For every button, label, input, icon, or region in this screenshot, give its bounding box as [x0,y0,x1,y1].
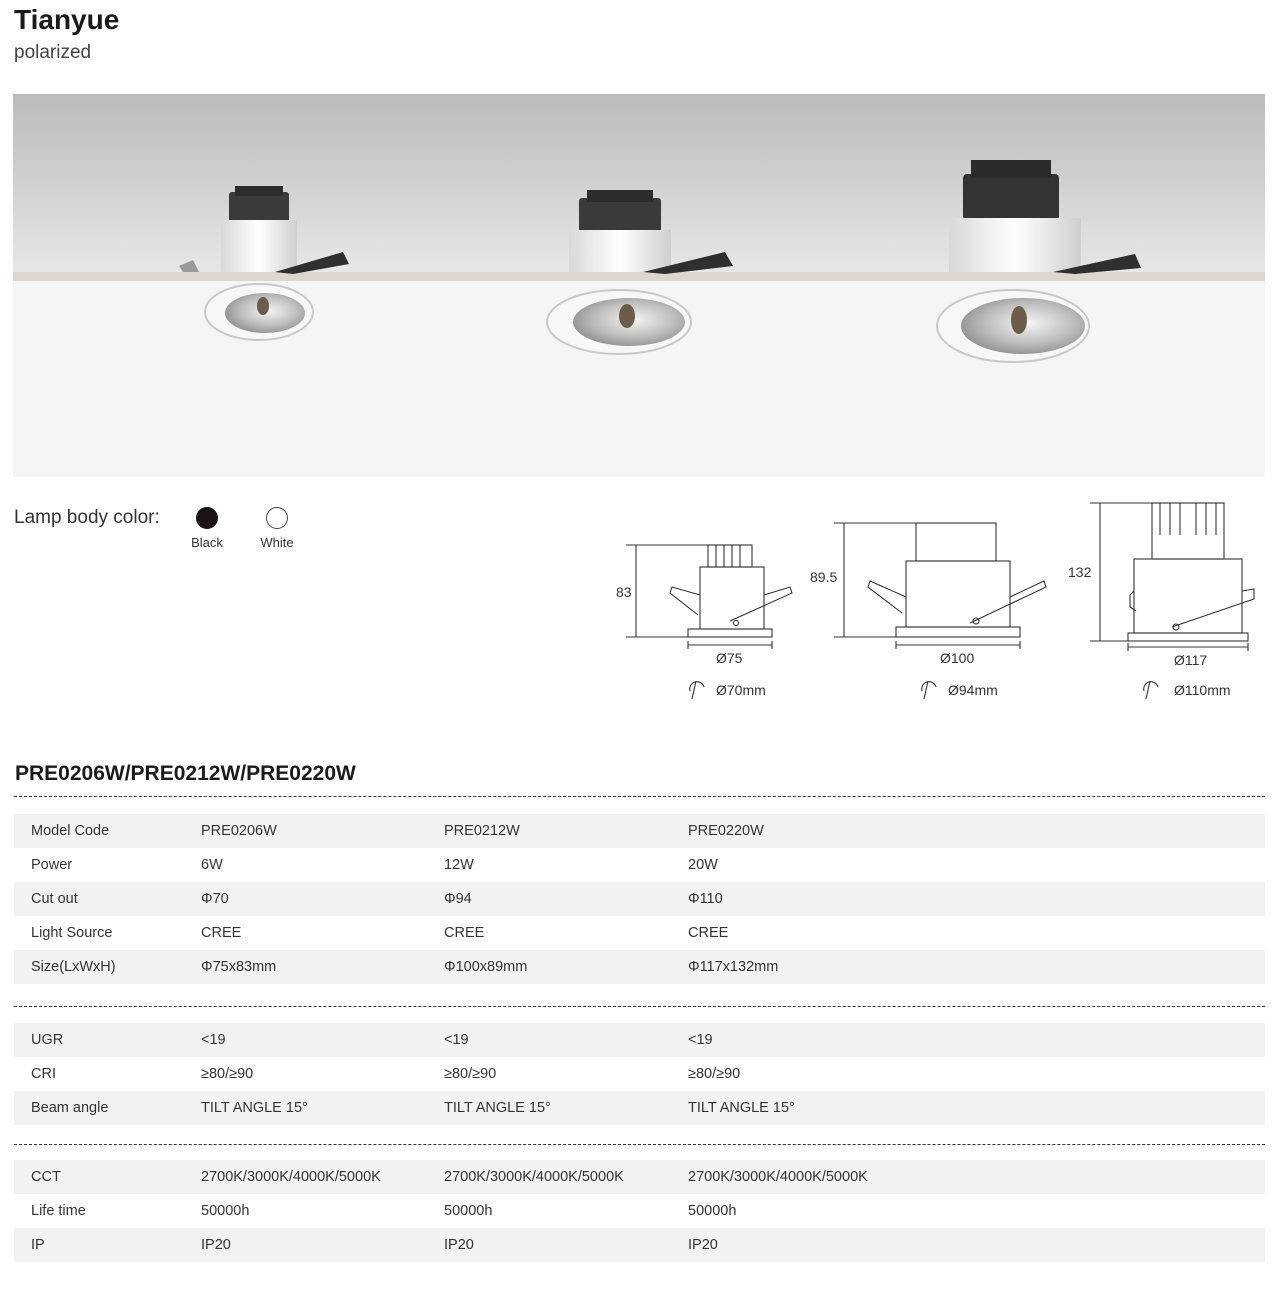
spec-value: 12W [444,857,474,873]
drawing-large-height: 132 [1068,564,1092,580]
color-swatch-black[interactable] [196,507,218,529]
drawing-medium-cutout: Ø94mm [948,682,998,698]
spec-label: CRI [31,1066,56,1082]
brand-title: Tianyue [14,4,120,35]
spec-value: <19 [444,1023,688,1057]
color-swatch-black-label: Black [191,535,223,550]
spec-value: CREE [688,925,729,941]
spec-table-general [14,814,1265,984]
spec-label: Life time [31,1203,86,1219]
spec-value: 50000h [201,1203,250,1219]
spec-value: IP20 [444,1228,688,1262]
spec-value: Φ94 [444,882,688,916]
spec-label: Model Code [14,814,201,848]
spec-value: Φ70 [201,882,444,916]
spec-label: IP [14,1228,201,1262]
table-row [14,1228,1265,1262]
spec-table-lifetime [14,1160,1265,1262]
product-subtitle: polarized [14,42,92,63]
spec-value: PRE0206W [201,814,444,848]
spec-label: Beam angle [14,1091,201,1125]
divider [14,796,1265,797]
spec-label: Size(LxWxH) [14,950,201,984]
table-row [14,1091,1265,1125]
spec-table-optical [14,1023,1265,1125]
spec-label: CCT [14,1160,201,1194]
dimension-drawing-small [626,545,792,699]
spec-value: TILT ANGLE 15° [201,1091,444,1125]
drawing-medium-height: 89.5 [810,569,838,585]
drawing-small-height: 83 [616,584,632,600]
drawing-large-diameter: Ø117 [1174,652,1208,668]
spec-value: 2700K/3000K/4000K/5000K [688,1160,1265,1194]
dimension-drawing-medium [834,523,1046,699]
dimension-drawings [600,495,1280,715]
spec-value: 6W [201,857,223,873]
spec-value: Φ110 [688,882,1265,916]
drawing-small-cutout: Ø70mm [716,682,766,698]
spec-value: CREE [201,925,242,941]
table-row [14,882,1265,916]
drawing-large-cutout: Ø110mm [1174,682,1231,698]
spec-label: Cut out [14,882,201,916]
spec-value: 20W [688,857,718,873]
table-row [14,916,1265,950]
lamp-body-color-label: Lamp body color: [14,507,160,528]
spec-value: ≥80/≥90 [201,1066,254,1082]
spec-value: 2700K/3000K/4000K/5000K [444,1160,688,1194]
divider [14,1144,1265,1145]
spec-value: 50000h [688,1203,737,1219]
dimension-drawing-large [1090,503,1254,699]
spec-value: CREE [444,925,485,941]
spec-value: TILT ANGLE 15° [444,1091,688,1125]
spec-value: 2700K/3000K/4000K/5000K [201,1160,444,1194]
drawing-small-diameter: Ø75 [716,650,743,666]
spec-value: TILT ANGLE 15° [688,1091,1265,1125]
spec-label: UGR [14,1023,201,1057]
spec-label: Light Source [31,925,113,941]
spec-label: Power [31,857,73,873]
product-hero-image [13,94,1265,477]
color-swatch-white[interactable] [266,507,288,529]
table-row [14,814,1265,848]
table-row [14,950,1265,984]
table-row [14,848,1265,882]
table-row [14,1160,1265,1194]
spec-value: IP20 [201,1228,444,1262]
spec-value: Φ117x132mm [688,950,1265,984]
spec-value: Φ100x89mm [444,950,688,984]
spec-value: PRE0212W [444,814,688,848]
spec-value: PRE0220W [688,814,1265,848]
table-row [14,1023,1265,1057]
spec-value: ≥80/≥90 [444,1066,497,1082]
spec-value: <19 [688,1023,1265,1057]
model-title: PRE0206W/PRE0212W/PRE0220W [15,762,356,785]
spec-value: Φ75x83mm [201,950,444,984]
spec-value: <19 [201,1023,444,1057]
drawing-medium-diameter: Ø100 [940,650,975,666]
divider [14,1006,1265,1007]
table-row [14,1194,1265,1228]
table-row [14,1057,1265,1091]
spec-value: 50000h [444,1203,493,1219]
spec-value: ≥80/≥90 [688,1066,741,1082]
spec-value: IP20 [688,1228,1265,1262]
color-swatch-white-label: White [260,535,294,550]
